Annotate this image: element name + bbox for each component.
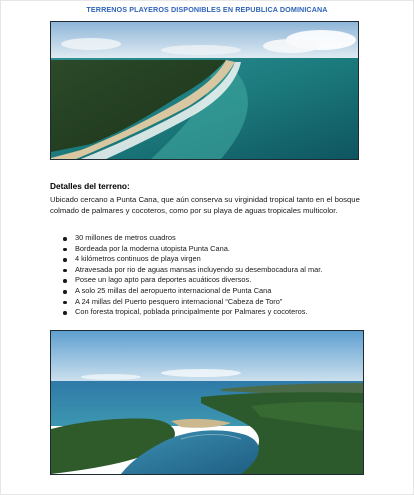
list-item — [50, 275, 370, 286]
list-item-text: Con foresta tropical, poblada principalmente por Palmares y cocoteros. — [75, 307, 308, 317]
list-item — [50, 244, 370, 255]
bullet-icon — [63, 258, 67, 262]
list-item-text: A solo 25 millas del aeropuerto internacional de Punta Cana — [75, 285, 272, 295]
bullet-icon — [63, 311, 67, 315]
list-item — [50, 297, 370, 308]
aerial-beach-photo — [50, 21, 359, 160]
document-title: TERRENOS PLAYEROS DISPONIBLES EN REPUBLICA DOMINICANA — [86, 5, 328, 14]
list-item-text: A 24 millas del Puerto pesquero internacional “Cabeza de Toro” — [75, 296, 283, 306]
list-item — [50, 307, 370, 318]
list-item — [50, 286, 370, 297]
list-item-text: Posee un lago apto para deportes acuáticos diversos. — [75, 275, 252, 285]
bullet-icon — [63, 269, 67, 273]
list-item-text: 4 kilómetros continuos de playa virgen — [75, 254, 201, 264]
bullet-icon — [63, 248, 67, 252]
section-heading: Detalles del terreno: — [50, 181, 130, 191]
intro-paragraph: Ubicado cercano a Punta Cana, que aún conserva su virginidad tropical tanto en el bosque colmado de palmares y cocoteros, como por su playa de aguas tropicales multicolor. — [50, 195, 360, 215]
aerial-river-mouth-photo — [50, 330, 364, 475]
list-item — [50, 254, 370, 265]
list-item — [50, 233, 370, 244]
list-item-text: 30 millones de metros cuadros — [75, 233, 176, 242]
list-item — [50, 265, 370, 276]
bullet-icon — [63, 290, 67, 294]
list-item-text: Atravesada por rio de aguas mansas incluyendo su desembocadura al mar. — [75, 264, 323, 274]
feature-list — [50, 233, 370, 318]
bullet-icon — [63, 301, 67, 305]
bullet-icon — [63, 279, 67, 283]
bullet-icon — [63, 237, 67, 241]
list-item-text: Bordeada por la moderna utopista Punta Cana. — [75, 243, 230, 253]
